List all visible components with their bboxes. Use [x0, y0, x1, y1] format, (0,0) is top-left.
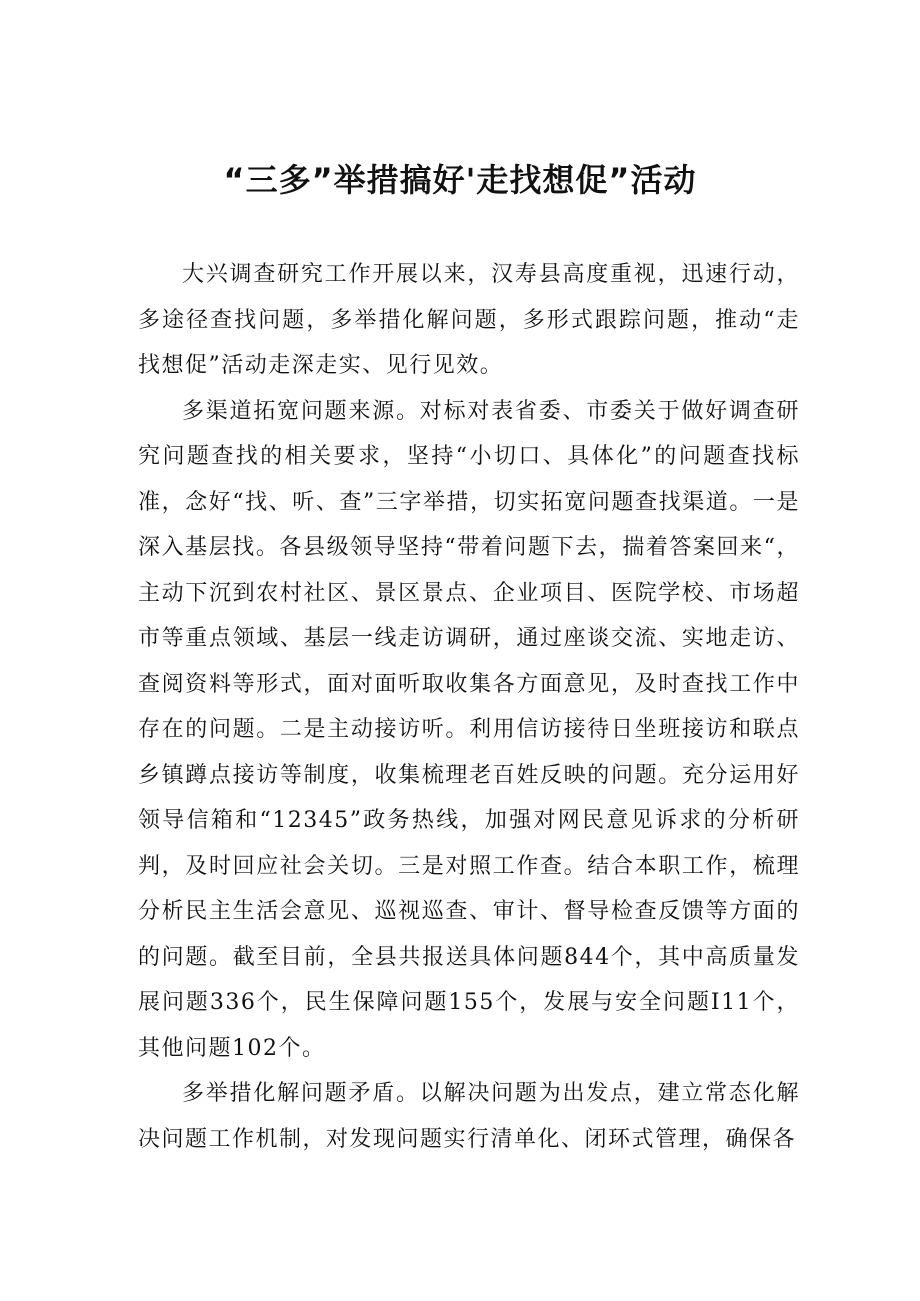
paragraph-problem-sources: 多渠道拓宽问题来源。对标对表省委、市委关于做好调查研究问题查找的相关要求，坚持“小切口、具体化”的问题查找标准，念好“找、听、查”三字举措，切实拓宽问题查找渠道。一是深入基层找。各县级领导坚持“带着问题下去，揣着答案回来“，主动下沉到农村社区、景区景点、企业项目、医院学校、市场超市等重点领域、基层一线走访调研，通过座谈交流、实地走访、查阅资料等形式，面对面听取收集各方面意见，及时查找工作中存在的问题。二是主动接访听。利用信访接待日坐班接访和联点乡镇蹲点接访等制度，收集梳理老百姓反映的问题。充分运用好领导信箱和“12345”政务热线，加强对网民意见诉求的分析研判，及时回应社会关切。三是对照工作查。结合本职工作，梳理分析民主生活会意见、巡视巡查、审计、督导检查反馈等方面的的问题。截至目前，全县共报送具体问题844个，其中高质量发展问题336个，民生保障问题155个，发展与安全问题I11个，其他问题102个。 [138, 398, 800, 1061]
paragraph-problem-resolution: 多举措化解问题矛盾。以解决问题为出发点，建立常态化解决问题工作机制，对发现问题实行清单化、闭环式管理，确保各 [138, 1081, 800, 1152]
document-title: “三多”举措搞好'走找想促”活动 [223, 161, 697, 199]
paragraph-intro: 大兴调查研究工作开展以来，汉寿县高度重视，迅速行动，多途径查找问题，多举措化解问题，多形式跟踪问题，推动“走找想促”活动走深走实、见行见效。 [138, 262, 800, 378]
document-body [138, 252, 800, 1162]
